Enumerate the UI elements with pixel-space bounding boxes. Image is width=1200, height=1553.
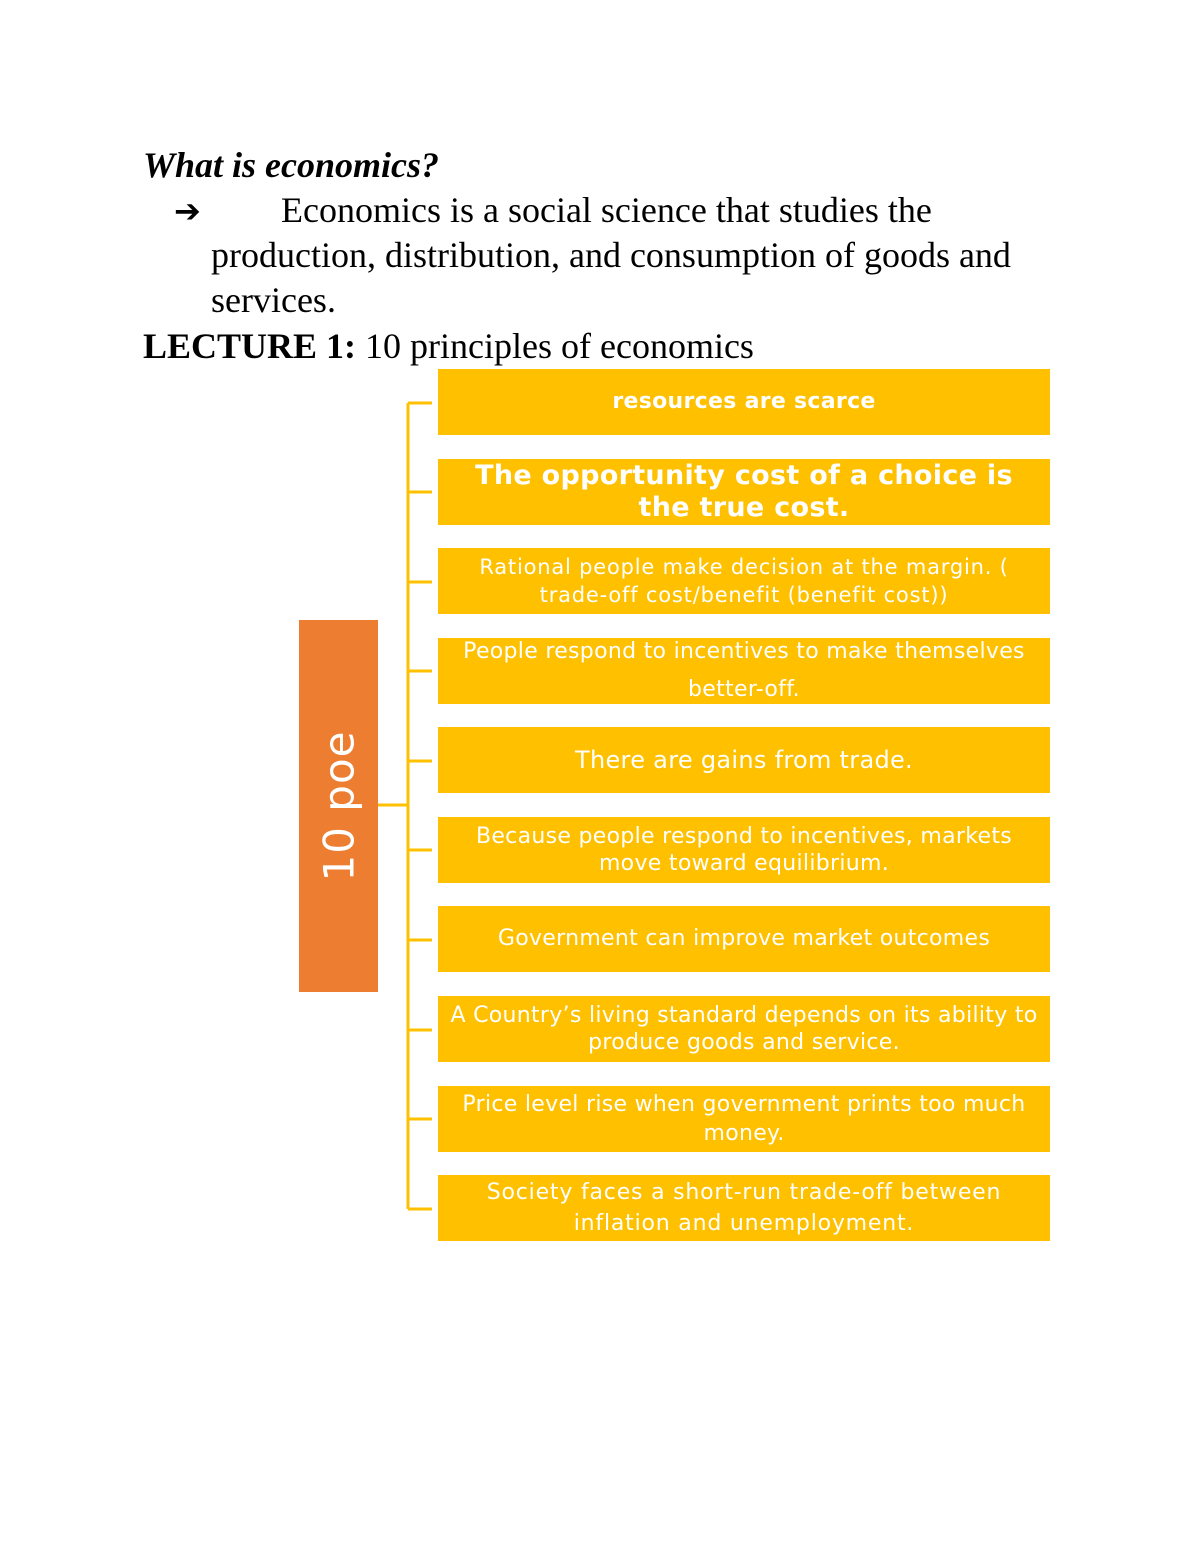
principle-10: Society faces a short-run trade-off between inflation and unemployment. [438, 1175, 1050, 1241]
definition-text: Economics is a social science that studies the production, distribution, and consumption of goods and services. [211, 190, 1011, 320]
principle-2: The opportunity cost of a choice is the true cost. [438, 459, 1050, 525]
principle-3: Rational people make decision at the margin. ( trade-off cost/benefit (benefit cost)) [438, 548, 1050, 614]
section-heading: What is economics? [143, 145, 440, 185]
diagram-root [299, 620, 378, 992]
principle-9: Price level rise when government prints too much money. [438, 1086, 1050, 1152]
lecture-label: LECTURE 1: [143, 326, 357, 366]
principle-1: resources are scarce [438, 369, 1050, 435]
principle-8: A Country’s living standard depends on its ability to produce goods and service. [438, 996, 1050, 1062]
lecture-topic: 10 principles of economics [365, 326, 754, 366]
principle-5: There are gains from trade. [438, 727, 1050, 793]
principle-4: People respond to incentives to make themselves better-off. [438, 638, 1050, 704]
diagram-root-label: 10 poe [314, 730, 363, 882]
principle-7: Government can improve market outcomes [438, 906, 1050, 972]
principle-6: Because people respond to incentives, markets move toward equilibrium. [438, 817, 1050, 883]
lecture-title [143, 323, 754, 369]
right-arrow-icon: ➔ [174, 192, 201, 230]
